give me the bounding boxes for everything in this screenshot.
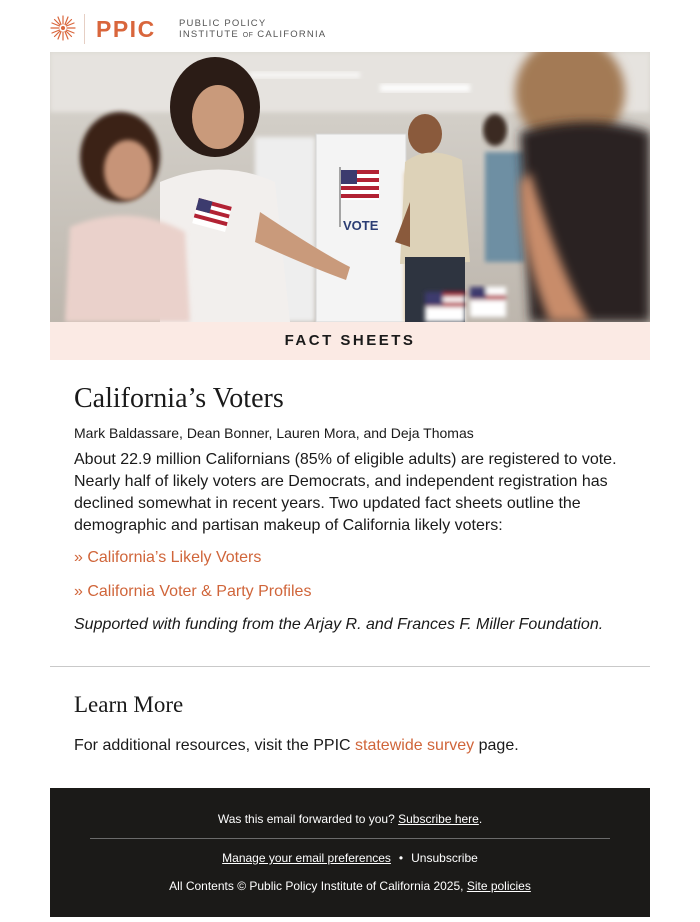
copyright-row: All Contents © Public Policy Institute of California 2025, Site policies [169, 879, 531, 893]
sun-logo-icon [50, 15, 76, 41]
unsubscribe-link[interactable]: Unsubscribe [411, 851, 478, 865]
article-title: California’s Voters [74, 383, 284, 414]
statewide-survey-link[interactable]: statewide survey [355, 737, 475, 754]
learn-more-text: For additional resources, visit the PPIC statewide survey page. [74, 737, 519, 754]
org-name-line2: INSTITUTE OF CALIFORNIA [179, 29, 327, 40]
preferences-row [50, 851, 650, 865]
voting-scene-illustration [50, 52, 650, 322]
hero-image-voting-scene [50, 52, 650, 322]
link-voter-party-profiles[interactable]: » California Voter & Party Profiles [74, 583, 312, 600]
section-divider [50, 666, 650, 667]
logo-divider [84, 14, 85, 44]
ppic-logo-text[interactable]: PPIC [96, 16, 156, 42]
vote-sign: VOTE [343, 218, 379, 233]
funding-note: Supported with funding from the Arjay R. and Frances F. Miller Foundation. [74, 616, 604, 633]
forwarded-note: Was this email forwarded to you? Subscribe here. [217, 812, 483, 826]
email-footer [50, 788, 650, 917]
section-label-fact-sheets: FACT SHEETS [50, 322, 650, 360]
org-name-line1: PUBLIC POLICY [179, 18, 267, 29]
link-californias-likely-voters[interactable]: » California’s Likely Voters [74, 549, 262, 566]
email-header [50, 10, 650, 50]
manage-preferences-link[interactable]: Manage your email preferences [222, 851, 391, 865]
article-authors: Mark Baldassare, Dean Bonner, Lauren Mora, and Deja Thomas [74, 425, 474, 441]
bullet-separator: • [398, 851, 404, 865]
subscribe-link[interactable]: Subscribe here [398, 812, 479, 826]
learn-more-heading: Learn More [74, 692, 184, 717]
footer-divider [90, 838, 610, 839]
site-policies-link[interactable]: Site policies [466, 879, 531, 893]
organization-name [179, 18, 326, 41]
article-intro: About 22.9 million Californians (85% of eligible adults) are registered to vote. Nearly half of likely voters are Democrats, and independent registration has declined somewhat in recent years. Two updated fact sheets outline the demographic and partisan makeup of California likely voters: [74, 451, 617, 534]
